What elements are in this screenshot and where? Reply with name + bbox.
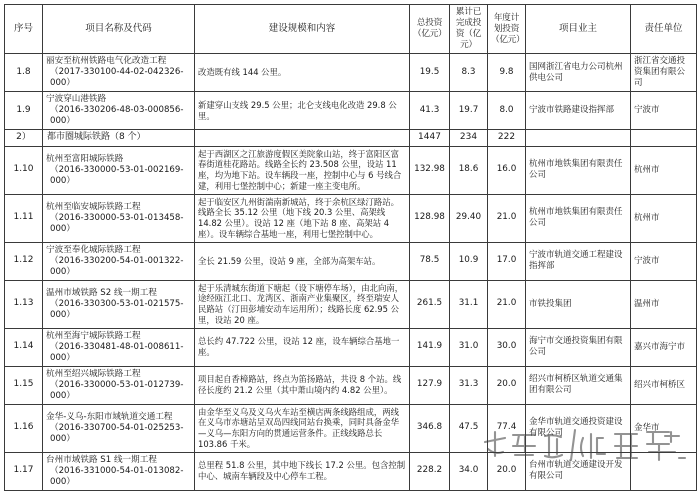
cell-seq: 2） (5, 130, 43, 147)
cell-seq: 1.11 (5, 194, 43, 242)
cell-completed-investment: 8.3 (450, 54, 488, 92)
cell-project-name (43, 452, 195, 490)
cell-owner: 金华市轨道交通投资建设有限公司 (526, 404, 631, 452)
cell-total-investment: 41.3 (410, 92, 450, 130)
cell-owner (526, 130, 631, 147)
cell-total-investment: 346.8 (410, 404, 450, 452)
table-row (5, 280, 697, 328)
cell-project-name (43, 328, 195, 366)
cell-owner: 国网浙江省电力公司杭州供电公司 (526, 54, 631, 92)
cell-annual-plan-investment: 222 (488, 130, 526, 147)
project-code: （2017-330100-44-02-042326-000） (50, 67, 184, 88)
cell-annual-plan-investment: 21.0 (488, 194, 526, 242)
cell-annual-plan-investment: 30.0 (488, 328, 526, 366)
cell-annual-plan-investment: 9.8 (488, 54, 526, 92)
cell-project-name (43, 130, 195, 147)
cell-scope: 项目起自香樟路站，终点为笛扬路站，共设 8 个站。线径长度约 21.2 公里（其中萧山境内约 4.82 公里）。 (195, 366, 410, 404)
cell-completed-investment: 19.7 (450, 92, 488, 130)
table-row (5, 328, 697, 366)
cell-project-name (43, 54, 195, 92)
cell-completed-investment: 31.3 (450, 366, 488, 404)
cell-scope: 由金华至义乌及义乌火车站至横店两条线路组成，两线在义乌市赤塘站呈双岛四线同站台换乘，同时具备金华—义乌—东阳方向的贯通运营条件。正线线路总长 103.86 千米。 (195, 404, 410, 452)
cell-project-name (43, 280, 195, 328)
project-title: 温州市域铁路 S2 线一期工程 (46, 287, 157, 298)
cell-annual-plan-investment: 16.0 (488, 146, 526, 194)
project-code: （2016-330000-53-01-013458-000） (50, 212, 184, 234)
cell-seq: 1.16 (5, 404, 43, 452)
project-title: 台州市域铁路 S1 线一期工程 (46, 454, 157, 465)
project-title: 杭州至海宁城际铁路工程 (46, 330, 141, 341)
cell-responsible-unit: 宁波市 (631, 92, 697, 130)
cell-completed-investment: 234 (450, 130, 488, 147)
cell-completed-investment: 31.1 (450, 280, 488, 328)
table-row (5, 92, 697, 130)
cell-seq: 1.15 (5, 366, 43, 404)
cell-responsible-unit (631, 452, 697, 490)
project-code: （2016-330206-48-03-000856-000） (50, 105, 184, 126)
cell-responsible-unit: 绍兴市柯桥区 (631, 366, 697, 404)
cell-completed-investment: 29.40 (450, 194, 488, 242)
cell-seq: 1.17 (5, 452, 43, 490)
cell-scope: 改造既有线 144 公里。 (195, 54, 410, 92)
cell-annual-plan-investment: 17.0 (488, 242, 526, 280)
table-row (5, 130, 697, 147)
cell-total-investment: 132.98 (410, 146, 450, 194)
column-header-annual-plan-investment: 年度计划投资（亿元） (488, 5, 526, 54)
cell-responsible-unit: 嘉兴市海宁市 (631, 328, 697, 366)
cell-completed-investment: 47.5 (450, 404, 488, 452)
cell-annual-plan-investment: 8.0 (488, 92, 526, 130)
cell-seq: 1.12 (5, 242, 43, 280)
table-row (5, 452, 697, 490)
cell-annual-plan-investment: 20.0 (488, 452, 526, 490)
projects-table (4, 4, 697, 491)
cell-project-name (43, 92, 195, 130)
cell-annual-plan-investment: 21.0 (488, 280, 526, 328)
project-code: （2016-330000-53-01-002169-000） (50, 164, 184, 186)
cell-annual-plan-investment: 77.4 (488, 404, 526, 452)
project-code: （2016-330481-48-01-008611-000） (50, 341, 184, 363)
cell-scope: 新建穿山支线 29.5 公里；北仑支线电化改造 29.8 公里。 (195, 92, 410, 130)
cell-project-name (43, 242, 195, 280)
cell-owner: 海宁市交通投资集团有限公司 (526, 328, 631, 366)
cell-seq: 1.14 (5, 328, 43, 366)
project-code: （2016-331000-54-01-013082-000） (50, 465, 184, 487)
cell-owner: 台州市轨道交通建设开发有限公司 (526, 452, 631, 490)
cell-owner: 绍兴市柯桥区轨道交通集团有限公司 (526, 366, 631, 404)
column-header-owner: 项目业主 (526, 5, 631, 54)
cell-annual-plan-investment: 20.0 (488, 366, 526, 404)
cell-responsible-unit: 浙江省交通投资集团有限公司 (631, 54, 697, 92)
table-header (5, 5, 697, 54)
project-title: 都市圈城际铁路（8 个） (47, 132, 146, 142)
project-title: 杭州至临安城际铁路工程 (46, 201, 141, 212)
table-header-row (5, 5, 697, 54)
cell-total-investment: 128.98 (410, 194, 450, 242)
cell-total-investment: 141.9 (410, 328, 450, 366)
project-title: 杭州至绍兴城际铁路工程 (46, 368, 141, 379)
cell-responsible-unit: 杭州市 (631, 194, 697, 242)
cell-completed-investment: 18.6 (450, 146, 488, 194)
cell-scope (195, 130, 410, 147)
table-body (5, 54, 697, 491)
cell-scope: 全长 21.59 公里，设站 9 座，全部为高架车站。 (195, 242, 410, 280)
project-title: 杭州至富阳城际铁路 (46, 153, 124, 164)
cell-responsible-unit: 杭州市 (631, 146, 697, 194)
column-header-name: 项目名称及代码 (43, 5, 195, 54)
column-header-total-investment: 总投资（亿元） (410, 5, 450, 54)
cell-completed-investment: 10.9 (450, 242, 488, 280)
cell-total-investment: 1447 (410, 130, 450, 147)
cell-seq: 1.13 (5, 280, 43, 328)
cell-completed-investment: 34.0 (450, 452, 488, 490)
cell-total-investment: 228.2 (410, 452, 450, 490)
cell-owner: 市铁投集团 (526, 280, 631, 328)
column-header-responsible-unit: 责任单位 (631, 5, 697, 54)
cell-owner: 杭州市地铁集团有限责任公司 (526, 194, 631, 242)
cell-total-investment: 19.5 (410, 54, 450, 92)
project-code: （2016-330200-54-01-001322-000） (50, 255, 184, 277)
cell-owner: 杭州市地铁集团有限责任公司 (526, 146, 631, 194)
table-row (5, 54, 697, 92)
cell-project-name (43, 404, 195, 452)
cell-completed-investment: 31.0 (450, 328, 488, 366)
cell-seq: 1.9 (5, 92, 43, 130)
cell-seq: 1.10 (5, 146, 43, 194)
column-header-seq: 序号 (5, 5, 43, 54)
cell-responsible-unit: 宁波市 (631, 242, 697, 280)
table-row (5, 146, 697, 194)
table-row (5, 404, 697, 452)
table-row (5, 366, 697, 404)
project-code: （2016-330000-53-01-012739-000） (50, 379, 184, 401)
cell-responsible-unit: 温州市 (631, 280, 697, 328)
cell-owner: 宁波市铁路建设指挥部 (526, 92, 631, 130)
project-code: （2016-330700-54-01-025253-000） (50, 422, 184, 444)
column-header-scope: 建设规模和内容 (195, 5, 410, 54)
table-row (5, 242, 697, 280)
cell-scope: 起于西湖区之江旅游度假区美院象山站，终于富阳区富春街道桂花路站。线路全长约 23.508 公里，设站 11 座，均为地下站。设车辆段一座，控制中心与 6 号线合建，利用七堡控制中心；新建一座主变电所。 (195, 146, 410, 194)
project-title: 丽安至杭州铁路电气化改造工程 (46, 56, 167, 66)
cell-project-name (43, 146, 195, 194)
cell-scope: 总长约 47.722 公里，设站 12 座，设车辆综合基地一座。 (195, 328, 410, 366)
table-row (5, 194, 697, 242)
cell-owner: 宁波市轨道交通工程建设指挥部 (526, 242, 631, 280)
cell-project-name (43, 194, 195, 242)
cell-scope: 起于乐清城东街道下塘起（设下塘停车场），由北向南，途经瓯江北口、龙湾区、浙南产业集聚区，终至瑞安人民路站（汀田彭埔安动车运用所）；线路长度 62.95 公里，设站 20 座。 (195, 280, 410, 328)
cell-scope: 总里程 51.8 公里，其中地下线长 17.2 公里。包含控制中心、城南车辆段及中心停车工程。 (195, 452, 410, 490)
column-header-completed-investment: 累计已完成投资（亿元） (450, 5, 488, 54)
cell-responsible-unit (631, 130, 697, 147)
cell-total-investment: 261.5 (410, 280, 450, 328)
cell-total-investment: 127.9 (410, 366, 450, 404)
project-title: 宁波穿山港铁路 (46, 94, 107, 104)
cell-seq: 1.8 (5, 54, 43, 92)
cell-responsible-unit: 金华市 (631, 404, 697, 452)
cell-total-investment: 78.5 (410, 242, 450, 280)
project-title: 金华-义乌-东阳市域轨道交通工程 (46, 411, 173, 422)
project-code: （2016-330300-53-01-021575-000） (50, 298, 184, 320)
cell-scope: 起于临安区九州街湍南新城站，终于余杭区绿汀路站。线路全长 35.12 公里（地下线 20.3 公里、高架线 14.82 公里）。设站 12 座（地下站 8 座、高架站 4 座）。设车辆综合基地一座，利用七堡控制中心。 (195, 194, 410, 242)
cell-project-name (43, 366, 195, 404)
project-title: 宁波至奉化城际铁路工程 (46, 244, 141, 255)
